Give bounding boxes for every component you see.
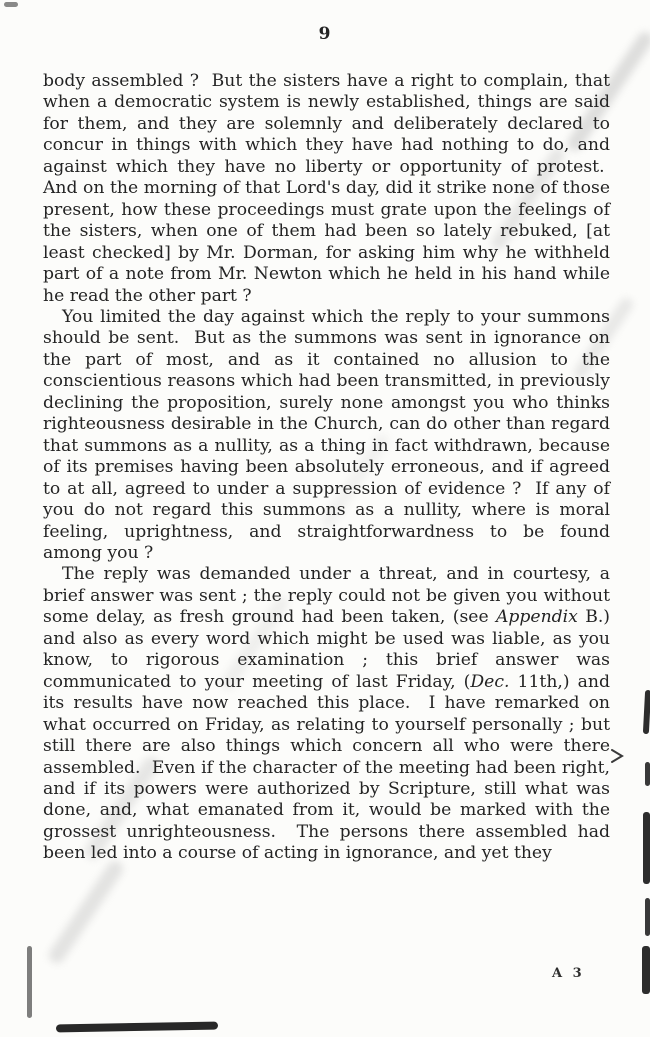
scan-artifact [4, 2, 18, 7]
body-text [43, 71, 610, 865]
page-number: 9 [318, 24, 332, 44]
paragraph [43, 71, 610, 307]
watermark-streak [46, 858, 126, 966]
italic-text-segment: Appendix [495, 607, 578, 628]
text-segment: B.) and also as every word which might be used was liable, as you know, to rigorous examination ; this brief answer was communicated to your meeting of last Friday, ( [43, 607, 611, 692]
scan-artifact [643, 812, 650, 884]
scan-artifact [56, 1022, 218, 1033]
scan-artifact [645, 898, 650, 936]
text-segment: You limited the day against which the reply to your summons should be sent. But as the summons was sent in ignorance on the part of most, and as it contained no allusion to the conscientious reasons which had been transmitted, in previously declining the proposition, surely none amongst you who thinks righteousness desirable in the Church, can do other than regard that summons as a nullity, as a thing in fact withdrawn, because of its premises having been absolutely erroneous, and if agreed to at all, agreed to under a suppression of evidence ? If any of you do not regard this summons as a nullity, where is moral feeling, uprightness, and straightforwardness to be found among you ? [43, 306, 610, 563]
paragraph [43, 564, 610, 864]
scan-artifact [643, 690, 650, 734]
paragraph [43, 307, 610, 564]
scan-artifact [27, 946, 32, 1018]
margin-check-mark [610, 748, 626, 769]
text-segment: 11th,) and its results have now reached this place. I have remarked on what occurred on Friday, as relating to yourself personally ; but still there are also things which concern all who were there assembled. Even if the character of the meeting had been right, and if its powers were authorized by Scripture, still what was done, and, what emanated from it, would be marked with the grossest unrighteousness. The persons there assembled had been led into a course of acting in ignorance, and yet they [43, 671, 610, 864]
text-segment: The reply was demanded under a threat, and in courtesy, a brief answer was sent ; the reply could not be given you without some delay, as fresh ground had been taken, (see [43, 564, 610, 628]
scan-artifact [642, 946, 650, 994]
italic-text-segment: Dec. [470, 671, 510, 692]
signature-mark: A 3 [552, 966, 585, 981]
text-segment: body assembled ? But the sisters have a right to complain, that when a democratic system is newly established, things are said for them, and they are solemnly and deliberately declared to concur in things with which they have had nothing to do, and against which they have no liberty or opportunity of protest. And on the morning of that Lord's day, did it strike none of those present, how these proceedings must grate upon the feelings of the sisters, when one of them had been so lately rebuked, [at least checked] by Mr. Dorman, for asking him why he withheld part of a note from Mr. Newton which he held in his hand while he read the other part ? [43, 71, 610, 306]
scan-artifact [645, 762, 650, 786]
